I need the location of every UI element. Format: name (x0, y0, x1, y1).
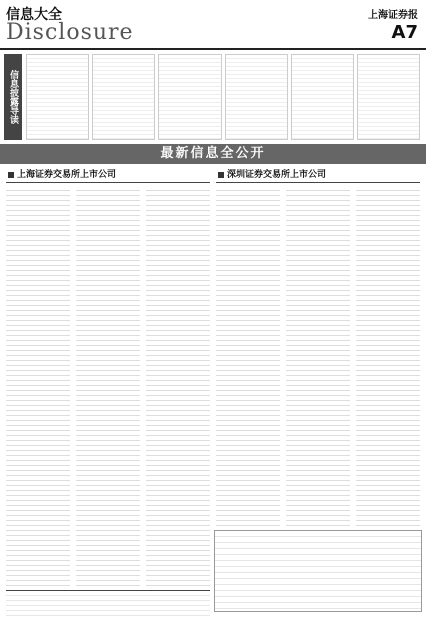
announcement-columns (6, 186, 420, 586)
index-table (26, 54, 89, 140)
section-title-cn: 信息大全 (6, 7, 62, 23)
index-table (291, 54, 354, 140)
text-column (356, 186, 420, 586)
text-column (6, 186, 70, 586)
index-table (92, 54, 155, 140)
page-code: A7 (391, 22, 418, 43)
subhead-shanghai (6, 168, 210, 183)
section-banner: 最新信息全公开 (0, 144, 426, 164)
index-rail: 信息披露导读 (4, 54, 22, 140)
masthead-byline (64, 4, 214, 14)
masthead-rule (0, 48, 426, 50)
index-tables (26, 54, 420, 140)
subhead-shenzhen (216, 168, 420, 183)
bottom-data-table (214, 530, 422, 612)
bullet-square-icon (218, 172, 224, 178)
subhead-shenzhen-label: 深圳证券交易所上市公司 (227, 170, 327, 180)
section-title-en: Disclosure (6, 20, 134, 45)
text-column (146, 186, 210, 586)
text-column (76, 186, 140, 586)
text-column (286, 186, 350, 586)
index-table (158, 54, 221, 140)
text-column (216, 186, 280, 586)
bullet-square-icon (8, 172, 14, 178)
index-table (225, 54, 288, 140)
index-table (357, 54, 420, 140)
subhead-shanghai-label: 上海证券交易所上市公司 (17, 170, 117, 180)
footer-notice (6, 590, 210, 617)
newspaper-brand: 上海证券报 (368, 10, 418, 21)
